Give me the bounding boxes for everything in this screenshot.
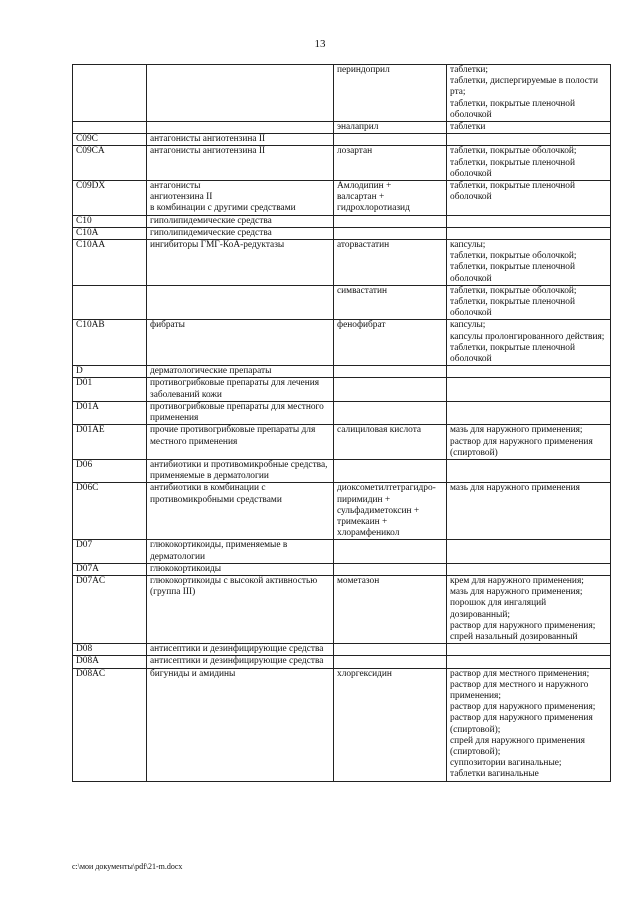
drug-name-cell: Амлодипин + валсартан + гидрохлоротиазид bbox=[334, 181, 447, 216]
dosage-form-cell: мазь для наружного применения bbox=[447, 483, 611, 540]
table-row bbox=[73, 227, 611, 239]
atc-code-cell: C10AB bbox=[73, 320, 147, 366]
drug-name-cell bbox=[334, 656, 447, 668]
drug-name-cell: лозартан bbox=[334, 146, 447, 181]
table-row bbox=[73, 668, 611, 781]
atc-code-cell: C10AA bbox=[73, 240, 147, 286]
drug-name-cell: мометазон bbox=[334, 575, 447, 643]
group-name-cell: антагонисты ангиотензина II в комбинации с другими средствами bbox=[147, 181, 334, 216]
dosage-form-cell: капсулы; капсулы пролонгированного действия; таблетки, покрытые пленочной оболочкой bbox=[447, 320, 611, 366]
group-name-cell: противогрибковые препараты для лечения заболеваний кожи bbox=[147, 378, 334, 401]
group-name-cell: антагонисты ангиотензина II bbox=[147, 146, 334, 181]
table-row bbox=[73, 240, 611, 286]
table-row bbox=[73, 575, 611, 643]
dosage-form-cell: таблетки, покрытые оболочкой; таблетки, покрытые пленочной оболочкой bbox=[447, 285, 611, 320]
atc-code-cell: D01AE bbox=[73, 425, 147, 460]
drug-name-cell: диоксометилтетрагидро-пиримидин + сульфадиметоксин + тримекаин + хлорамфеникол bbox=[334, 483, 447, 540]
dosage-form-cell bbox=[447, 459, 611, 482]
page-number: 13 bbox=[314, 38, 326, 50]
table-row bbox=[73, 134, 611, 146]
drug-name-cell bbox=[334, 227, 447, 239]
dosage-form-cell: капсулы; таблетки, покрытые оболочкой; таблетки, покрытые пленочной оболочкой bbox=[447, 240, 611, 286]
atc-code-cell: D06C bbox=[73, 483, 147, 540]
dosage-form-cell bbox=[447, 227, 611, 239]
group-name-cell: глюкокортикоиды с высокой активностью (группа III) bbox=[147, 575, 334, 643]
table-row bbox=[73, 378, 611, 401]
table-row bbox=[73, 401, 611, 424]
group-name-cell: прочие противогрибковые препараты для местного применения bbox=[147, 425, 334, 460]
drug-name-cell bbox=[334, 401, 447, 424]
group-name-cell: противогрибковые препараты для местного применения bbox=[147, 401, 334, 424]
table-row bbox=[73, 563, 611, 575]
group-name-cell: гиполипидемические средства bbox=[147, 215, 334, 227]
table-row bbox=[73, 540, 611, 563]
table-row bbox=[73, 122, 611, 134]
atc-code-cell: D08 bbox=[73, 644, 147, 656]
atc-code-cell: D06 bbox=[73, 459, 147, 482]
dosage-form-cell: раствор для местного применения; раствор для местного и наружного применения; раствор для наружного применения; раствор для наружного применения (спиртовой); спрей для наружного применения (спиртовой); суппозитории вагинальные; таблетки вагинальные bbox=[447, 668, 611, 781]
table-row bbox=[73, 425, 611, 460]
group-name-cell: бигуниды и амидины bbox=[147, 668, 334, 781]
drug-name-cell bbox=[334, 644, 447, 656]
atc-code-cell: C10A bbox=[73, 227, 147, 239]
group-name-cell: дерматологические препараты bbox=[147, 366, 334, 378]
group-name-cell: фибраты bbox=[147, 320, 334, 366]
drug-name-cell: хлоргексидин bbox=[334, 668, 447, 781]
dosage-form-cell bbox=[447, 401, 611, 424]
atc-code-cell: D01A bbox=[73, 401, 147, 424]
dosage-form-cell bbox=[447, 134, 611, 146]
atc-code-cell: D01 bbox=[73, 378, 147, 401]
drug-table-body bbox=[73, 65, 611, 782]
group-name-cell: ингибиторы ГМГ-КоА-редуктазы bbox=[147, 240, 334, 286]
table-row bbox=[73, 215, 611, 227]
atc-code-cell: C09DX bbox=[73, 181, 147, 216]
dosage-form-cell bbox=[447, 378, 611, 401]
drug-name-cell bbox=[334, 378, 447, 401]
footer-file-path: c:\мои документы\pdf\21-m.docx bbox=[72, 862, 183, 871]
table-row bbox=[73, 65, 611, 122]
dosage-form-cell: мазь для наружного применения; раствор для наружного применения (спиртовой) bbox=[447, 425, 611, 460]
drug-name-cell: симвастатин bbox=[334, 285, 447, 320]
group-name-cell: глюкокортикоиды bbox=[147, 563, 334, 575]
atc-code-cell: D08A bbox=[73, 656, 147, 668]
drug-name-cell bbox=[334, 540, 447, 563]
atc-code-cell: D07A bbox=[73, 563, 147, 575]
drug-name-cell bbox=[334, 215, 447, 227]
dosage-form-cell: таблетки, покрытые пленочной оболочкой bbox=[447, 181, 611, 216]
table-row bbox=[73, 285, 611, 320]
dosage-form-cell bbox=[447, 563, 611, 575]
drug-name-cell bbox=[334, 459, 447, 482]
group-name-cell bbox=[147, 65, 334, 122]
drug-table bbox=[72, 64, 611, 782]
group-name-cell: антагонисты ангиотензина II bbox=[147, 134, 334, 146]
dosage-form-cell bbox=[447, 540, 611, 563]
dosage-form-cell bbox=[447, 644, 611, 656]
atc-code-cell: D07 bbox=[73, 540, 147, 563]
group-name-cell: гиполипидемические средства bbox=[147, 227, 334, 239]
table-row bbox=[73, 644, 611, 656]
table-row bbox=[73, 146, 611, 181]
dosage-form-cell: крем для наружного применения; мазь для наружного применения; порошок для ингаляций дозированный; раствор для наружного применения; спрей назальный дозированный bbox=[447, 575, 611, 643]
group-name-cell bbox=[147, 122, 334, 134]
drug-name-cell: периндоприл bbox=[334, 65, 447, 122]
drug-name-cell: салициловая кислота bbox=[334, 425, 447, 460]
dosage-form-cell: таблетки bbox=[447, 122, 611, 134]
drug-name-cell: аторвастатин bbox=[334, 240, 447, 286]
table-row bbox=[73, 483, 611, 540]
atc-code-cell: C09C bbox=[73, 134, 147, 146]
dosage-form-cell bbox=[447, 215, 611, 227]
group-name-cell: антисептики и дезинфицирующие средства bbox=[147, 644, 334, 656]
atc-code-cell: D07AC bbox=[73, 575, 147, 643]
table-row bbox=[73, 459, 611, 482]
atc-code-cell: C09CA bbox=[73, 146, 147, 181]
drug-name-cell: фенофибрат bbox=[334, 320, 447, 366]
drug-name-cell: эналаприл bbox=[334, 122, 447, 134]
table-row bbox=[73, 320, 611, 366]
group-name-cell: антибиотики и противомикробные средства, применяемые в дерматологии bbox=[147, 459, 334, 482]
atc-code-cell bbox=[73, 65, 147, 122]
atc-code-cell: D08AC bbox=[73, 668, 147, 781]
atc-code-cell: D bbox=[73, 366, 147, 378]
atc-code-cell bbox=[73, 285, 147, 320]
group-name-cell: глюкокортикоиды, применяемые в дерматологии bbox=[147, 540, 334, 563]
dosage-form-cell: таблетки; таблетки, диспергируемые в полости рта; таблетки, покрытые пленочной оболочкой bbox=[447, 65, 611, 122]
dosage-form-cell bbox=[447, 366, 611, 378]
drug-name-cell bbox=[334, 134, 447, 146]
dosage-form-cell: таблетки, покрытые оболочкой; таблетки, покрытые пленочной оболочкой bbox=[447, 146, 611, 181]
table-row bbox=[73, 656, 611, 668]
group-name-cell: антисептики и дезинфицирующие средства bbox=[147, 656, 334, 668]
group-name-cell bbox=[147, 285, 334, 320]
atc-code-cell bbox=[73, 122, 147, 134]
group-name-cell: антибиотики в комбинации с противомикробными средствами bbox=[147, 483, 334, 540]
table-row bbox=[73, 366, 611, 378]
drug-name-cell bbox=[334, 563, 447, 575]
drug-name-cell bbox=[334, 366, 447, 378]
dosage-form-cell bbox=[447, 656, 611, 668]
atc-code-cell: C10 bbox=[73, 215, 147, 227]
table-row bbox=[73, 181, 611, 216]
